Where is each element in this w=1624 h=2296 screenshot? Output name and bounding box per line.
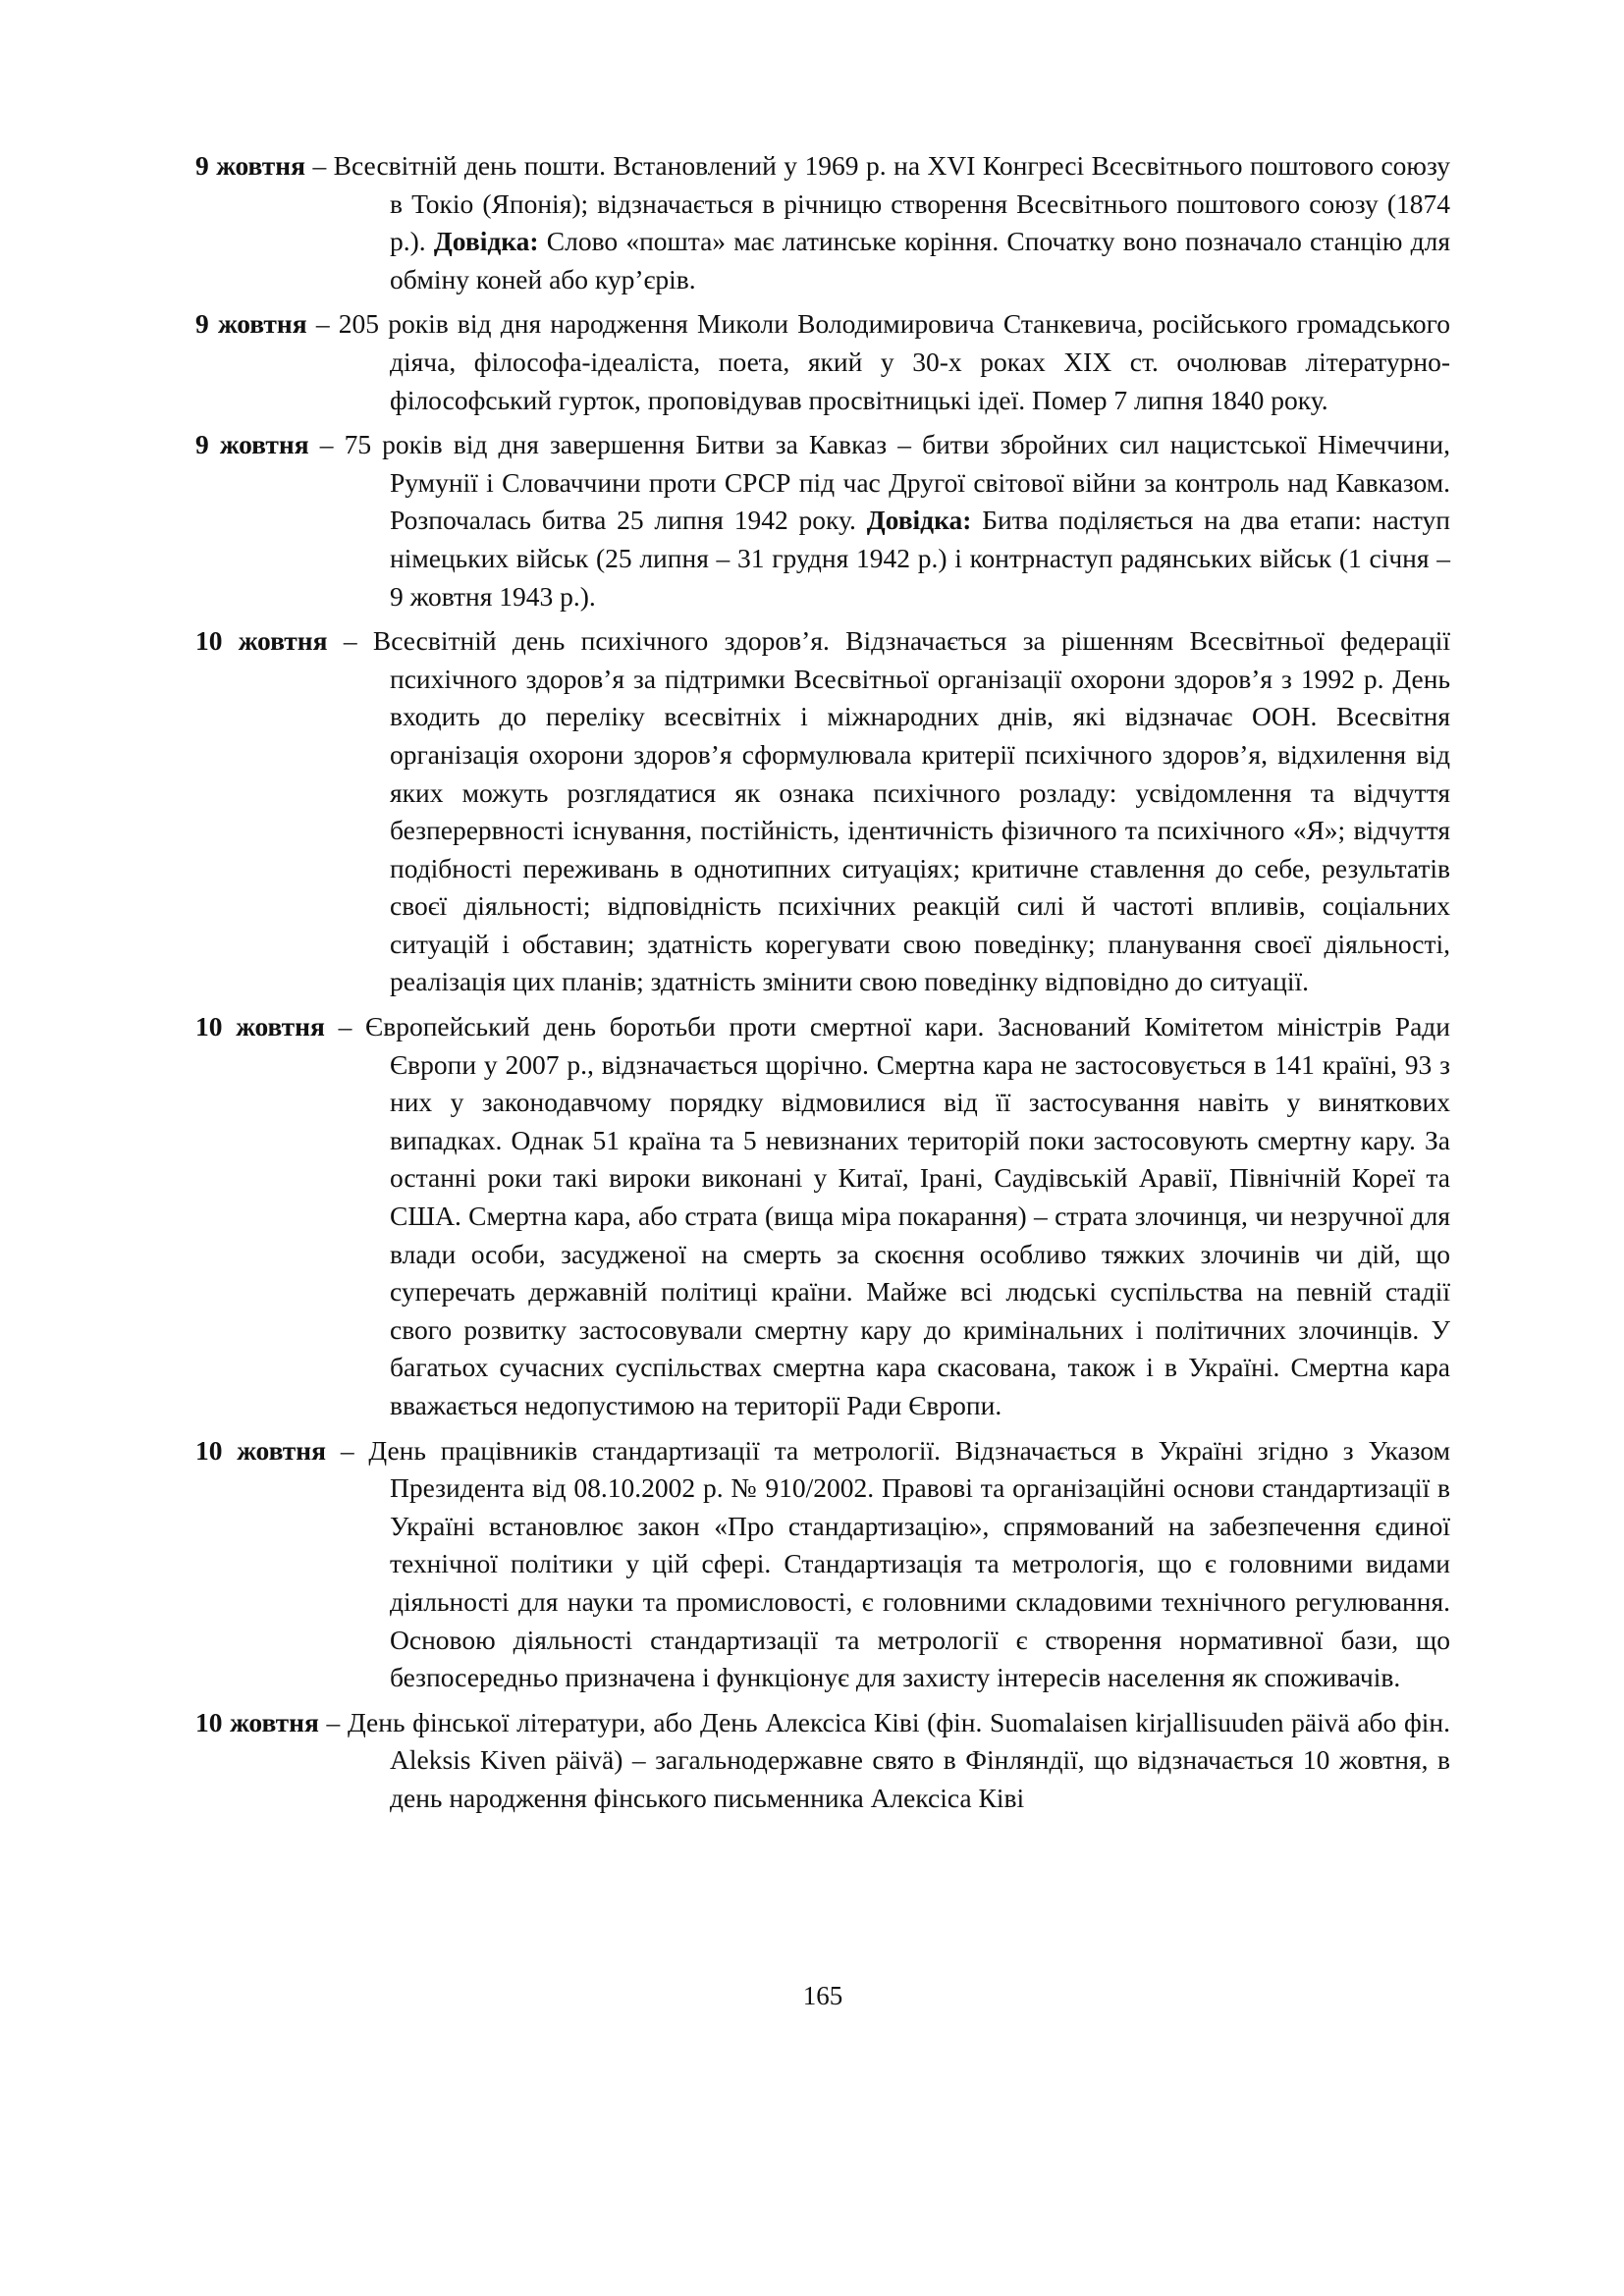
note-label: Довідка: <box>866 505 972 536</box>
entry-text: – 205 років від дня народження Миколи Володимировича Станкевича, російського громадського діяча, філософа-ідеаліста, поета, який у 30-х роках XIX ст. очолював літературно-філософський гурток, проповідував просвітницькі ідеї. Помер 7 липня 1840 року. <box>306 308 1450 415</box>
calendar-entry <box>195 622 1450 1001</box>
entry-text: – Європейський день боротьби проти смертної кари. Заснований Комітетом міністрів Ради Європи у 2007 р., відзначається щорічно. Смертна кара не застосовується в 141 країні, 93 з них у законодавчому порядку відмовилися від її застосування навіть у виняткових випадках. Однак 51 країна та 5 невизнаних територій поки застосовують смертну кару. За останні роки такі вироки виконані у Китаї, Ірані, Саудівській Аравії, Північній Кореї та США. Смертна кара, або страта (вища міра покарання) – страта злочинця, чи незручної для влади особи, засудженої на смерть за скоєння особливо тяжких злочинів чи дій, що суперечать державній політиці країни. Майже всі людські суспільства на певній стадії свого розвитку застосовували смертну кару до кримінальних і політичних злочинців. У багатьох сучасних суспільствах смертна кара скасована, також і в Україні. Смертна кара вважається недопустимою на території Ради Європи. <box>324 1011 1451 1420</box>
calendar-entry <box>195 147 1450 298</box>
entry-date: 10 жовтня <box>195 1011 325 1042</box>
entry-text: – 75 років від дня завершення Битви за Кавказ – битви збройних сил нацистської Німеччини, Румунії і Словаччини проти СРСР під час Другої світової війни за контроль над Кавказом. Розпочалась битва 25 липня 1942 року. <box>308 429 1450 536</box>
entry-date: 10 жовтня <box>195 1706 319 1737</box>
entry-date: 10 жовтня <box>195 625 328 657</box>
calendar-entry <box>195 1704 1450 1818</box>
calendar-entry <box>195 305 1450 419</box>
entry-text-continued: Слово «пошта» має латинське коріння. Спочатку воно позначало станцію для обміну коней або кур’єрів. <box>390 226 1450 294</box>
calendar-entry <box>195 1008 1450 1425</box>
page-body <box>195 147 1451 2010</box>
note-label: Довідка: <box>433 226 539 257</box>
entry-date: 9 жовтня <box>195 150 305 181</box>
entry-date: 9 жовтня <box>195 429 309 460</box>
page-number: 165 <box>802 1981 843 2010</box>
entry-date: 9 жовтня <box>195 308 307 340</box>
entry-text: – Всесвітній день пошти. Встановлений у 1969 р. на XVI Конгресі Всесвітнього поштового союзу в Токіо (Японія); відзначається в річницю створення Всесвітнього поштового союзу (1874 р.). <box>304 150 1450 257</box>
entry-text: – День фінської літератури, або День Алексіса Ківі (фін. Suomalaisen kirjallisuuden päivä або фін. Aleksis Kiven päivä) – загальнодержавне свято в Фінляндії, що відзначається 10 жовтня, в день народження фінського письменника Алексіса Ківі <box>318 1706 1451 1813</box>
entry-date: 10 жовтня <box>195 1434 327 1466</box>
calendar-entry <box>195 426 1450 615</box>
calendar-entry <box>195 1432 1450 1697</box>
entry-text-continued: Битва поділяється на два етапи: наступ німецьких військ (25 липня – 31 грудня 1942 р.) і контрнаступ радянських військ (1 січня – 9 жовтня 1943 р.). <box>390 505 1450 612</box>
entry-text: – Всесвітній день психічного здоров’я. Відзначається за рішенням Всесвітньої федерації психічного здоров’я за підтримки Всесвітньої організації охорони здоров’я з 1992 р. День входить до переліку всесвітніх і міжнародних днів, які відзначає ООН. Всесвітня організація охорони здоров’я сформулювала критерії психічного здоров’я, відхилення від яких можуть розглядатися як ознака психічного розладу: усвідомлення та відчуття безперервності існування, постійність, ідентичність фізичного та психічного «Я»; відчуття подібності переживань в однотипних ситуаціях; критичне ставлення до себе, результатів своєї діяльності; відповідність психічних реакцій силі й частоті впливів, соціальних ситуацій і обставин; здатність корегувати свою поведінку; планування своєї діяльності, реалізація цих планів; здатність змінити свою поведінку відповідно до ситуації. <box>327 625 1450 997</box>
entry-text: – День працівників стандартизації та метрології. Відзначається в Україні згідно з Указом Президента від 08.10.2002 р. № 910/2002. Правові та організаційні основи стандартизації в Україні встановлює закон «Про стандартизацію», спрямований на забезпечення єдиної технічної політики у цій сфері. Стандартизація та метрологія, що є головними видами діяльності для науки та промисловості, є головними складовими технічного регулювання. Основою діяльності стандартизації та метрології є створення нормативної бази, що безпосередньо призначена і функціонує для захисту інтересів населення як споживачів. <box>326 1434 1450 1693</box>
